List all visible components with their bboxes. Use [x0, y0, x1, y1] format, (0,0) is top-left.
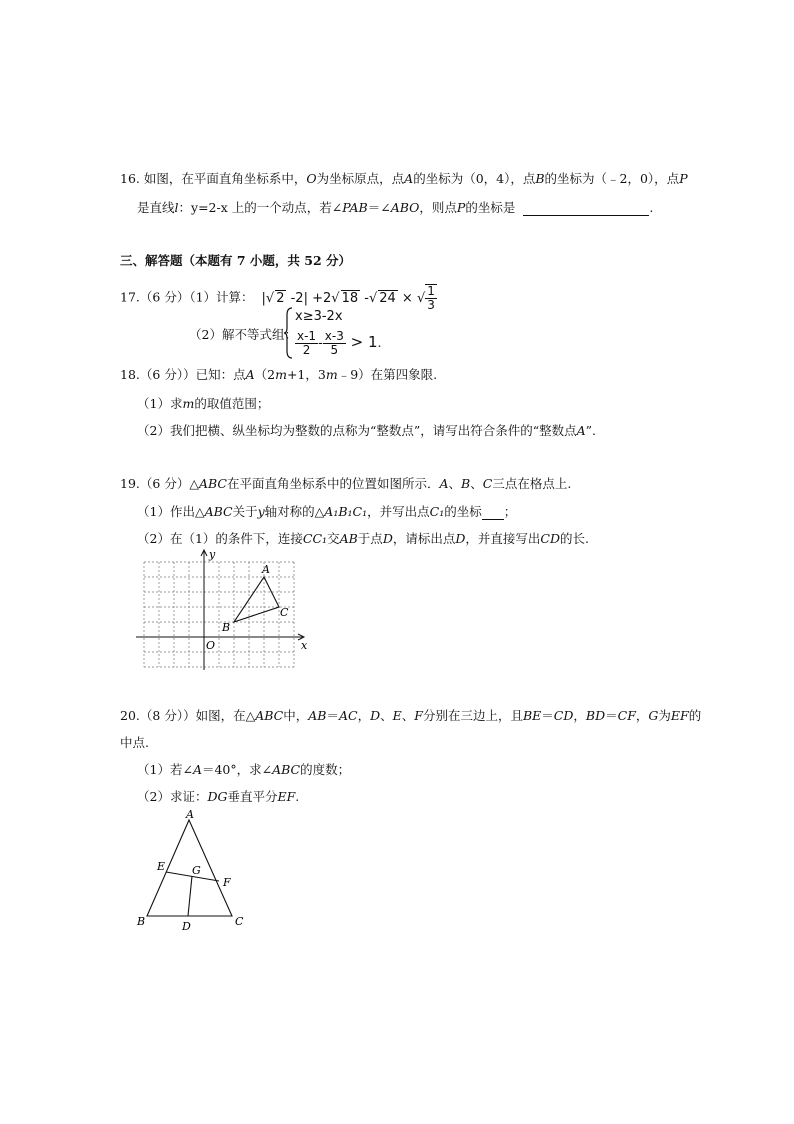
q18-stem: 18.（6 分））已知：点A（2m+1，3m﹣9）在第四象限.	[120, 367, 438, 382]
q18-number: 18.	[120, 367, 140, 382]
q17-expression: |√ 2 -2| +2√ 18 -√ 24 × √ $\frac{1}{3}$	[261, 284, 435, 312]
q16-line1: 16. 如图，在平面直角坐标系中，O为坐标原点，点A的坐标为（0，4），点B的坐标为（﹣2，0），点P	[120, 171, 688, 186]
axis-x-label: x	[301, 639, 308, 652]
q16-line2: 是直线l：y=2-x 上的一个动点，若∠PAB＝∠ABO，则点P的坐标是 .	[137, 200, 654, 215]
q20-triangle-figure	[132, 808, 252, 934]
q19-part1: （1）作出△ABC关于y轴对称的△A₁B₁C₁，并写出点C₁的坐标 ；	[137, 504, 517, 519]
q20-part1: （1）若∠A＝40°，求∠ABC的度数；	[137, 762, 351, 777]
vertex-label-a: A	[186, 808, 194, 821]
q19-coordinate-grid	[136, 548, 316, 672]
point-label-e: E	[157, 860, 166, 873]
q20-line1: 20.（8 分））如图，在△ABC中，AB＝AC，D、E、F分别在三边上，且BE＝CD，BD＝CF，G为EF的	[120, 708, 702, 723]
q20-number: 20.	[120, 708, 140, 723]
q19-number: 19.	[120, 476, 140, 491]
axis-y-label: y	[209, 548, 216, 561]
point-label-d: D	[182, 920, 191, 933]
inequality-1: x≥3-2x	[295, 309, 343, 324]
q20-line2: 中点.	[120, 735, 149, 750]
vertex-label-c: C	[280, 606, 289, 619]
q17-part2-label: （2）解不等式组：	[189, 327, 297, 342]
inequality-2: $\frac{x-1}{2}$ - $\frac{x-3}{5}$ > 1.	[297, 329, 382, 357]
point-label-g: G	[192, 864, 201, 877]
grid-lines	[144, 562, 294, 667]
fraction: $\frac{1}{3}$	[427, 284, 435, 312]
q19-stem: 19.（6 分）△ABC在平面直角坐标系中的位置如图所示．A、B、C三点在格点上.	[120, 476, 572, 491]
segment-dg	[188, 876, 192, 916]
q20-part2: （2）求证：DG垂直平分EF.	[137, 789, 300, 804]
point-label-f: F	[223, 876, 231, 889]
vertex-label-c: C	[235, 915, 244, 928]
answer-blank[interactable]	[482, 507, 504, 520]
origin-label: O	[206, 639, 216, 652]
q19-part2: （2）在（1）的条件下，连接CC₁交AB于点D，请标出点D，并直接写出CD的长.	[137, 531, 589, 546]
q18-part2: （2）我们把横、纵坐标均为整数的点称为“整数点”，请写出符合条件的“整数点A”.	[137, 423, 597, 438]
answer-blank[interactable]	[523, 203, 649, 216]
q18-part1: （1）求m的取值范围；	[137, 396, 270, 411]
brace	[283, 307, 293, 359]
triangle-abc	[234, 577, 279, 622]
q17-part1: 17.（6 分）（1）计算： |√ 2 -2| +2√ 18 -√ 24 × √ $\frac{1}{3}$	[120, 284, 435, 312]
section-title: 三、解答题（本题有 7 小题，共 52 分）	[120, 253, 352, 268]
vertex-label-b: B	[222, 621, 231, 634]
vertex-label-a: A	[262, 563, 270, 576]
q17-number: 17.	[120, 289, 140, 305]
vertex-label-b: B	[137, 915, 146, 928]
q16-number: 16.	[120, 171, 140, 186]
